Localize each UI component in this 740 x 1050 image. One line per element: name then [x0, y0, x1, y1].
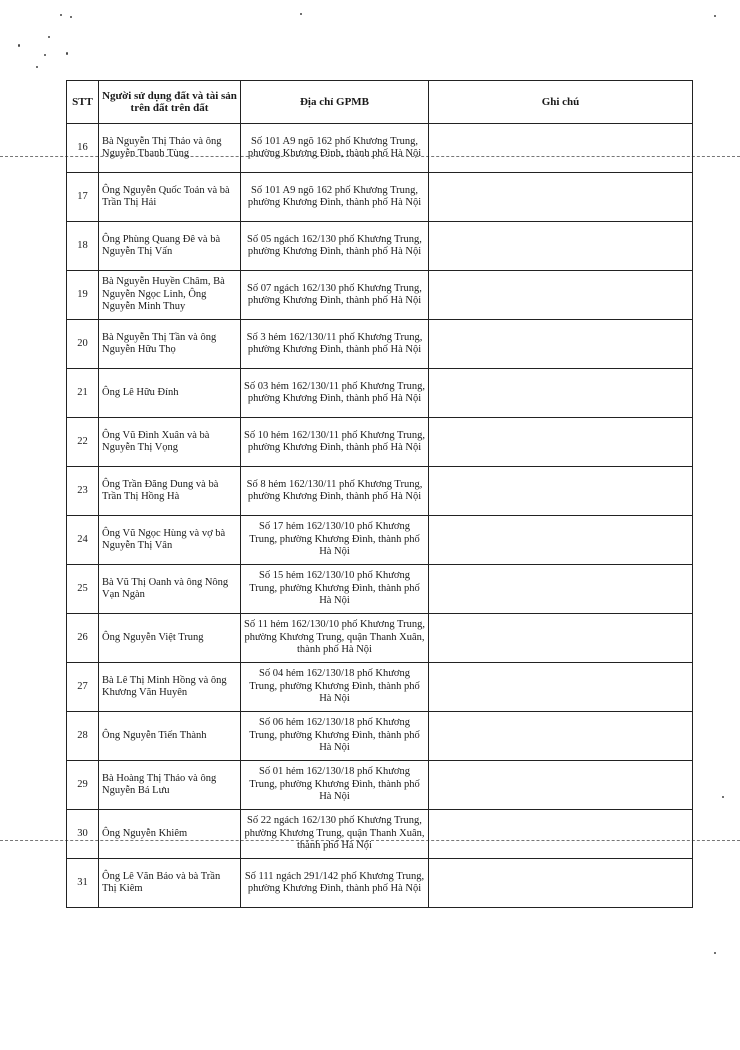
table-row [67, 810, 693, 859]
cell-note [429, 565, 693, 614]
cell-address: Số 3 hẻm 162/130/11 phố Khương Trung, phường Khương Đình, thành phố Hà Nội [241, 320, 429, 369]
cell-owner: Bà Nguyễn Thị Tần và ông Nguyễn Hữu Thọ [99, 320, 241, 369]
cell-owner: Bà Nguyễn Huyền Châm, Bà Nguyễn Ngọc Linh, Ông Nguyễn Minh Thuy [99, 271, 241, 320]
land-owner-table [66, 80, 693, 908]
cell-stt: 28 [67, 712, 99, 761]
table-row [67, 173, 693, 222]
table-row [67, 124, 693, 173]
cell-stt: 18 [67, 222, 99, 271]
scan-speck [44, 54, 46, 56]
cell-owner: Ông Trần Đăng Dung và bà Trần Thị Hồng Hà [99, 467, 241, 516]
cell-address: Số 101 A9 ngõ 162 phố Khương Trung, phường Khương Đình, thành phố Hà Nội [241, 124, 429, 173]
table-row [67, 271, 693, 320]
cell-address: Số 07 ngách 162/130 phố Khương Trung, phường Khương Đình, thành phố Hà Nội [241, 271, 429, 320]
scan-speck [48, 36, 50, 38]
cell-note [429, 761, 693, 810]
table-row [67, 761, 693, 810]
cell-note [429, 516, 693, 565]
cell-note [429, 467, 693, 516]
cell-address: Số 8 hẻm 162/130/11 phố Khương Trung, phường Khương Đình, thành phố Hà Nội [241, 467, 429, 516]
cell-note [429, 614, 693, 663]
cell-stt: 30 [67, 810, 99, 859]
cell-stt: 24 [67, 516, 99, 565]
scan-speck [722, 796, 724, 798]
cell-stt: 25 [67, 565, 99, 614]
cell-owner: Ông Nguyễn Quốc Toản và bà Trần Thị Hải [99, 173, 241, 222]
cell-address: Số 06 hẻm 162/130/18 phố Khương Trung, phường Khương Đình, thành phố Hà Nội [241, 712, 429, 761]
header-address: Địa chỉ GPMB [241, 81, 429, 124]
cell-stt: 23 [67, 467, 99, 516]
scan-speck [714, 952, 716, 954]
cell-address: Số 01 hẻm 162/130/18 phố Khương Trung, phường Khương Đình, thành phố Hà Nội [241, 761, 429, 810]
cell-address: Số 05 ngách 162/130 phố Khương Trung, phường Khương Đình, thành phố Hà Nội [241, 222, 429, 271]
table-header-row [67, 81, 693, 124]
table-row [67, 516, 693, 565]
cell-stt: 31 [67, 859, 99, 908]
cell-address: Số 04 hẻm 162/130/18 phố Khương Trung, phường Khương Đình, thành phố Hà Nội [241, 663, 429, 712]
cell-note [429, 173, 693, 222]
cell-address: Số 111 ngách 291/142 phố Khương Trung, phường Khương Đình, thành phố Hà Nội [241, 859, 429, 908]
cell-owner: Ông Lê Văn Bảo và bà Trần Thị Kiêm [99, 859, 241, 908]
scan-speck [70, 16, 72, 18]
cell-owner: Bà Lê Thị Minh Hồng và ông Khương Văn Huyên [99, 663, 241, 712]
table-row [67, 222, 693, 271]
cell-stt: 19 [67, 271, 99, 320]
scan-speck [60, 14, 62, 16]
cell-owner: Ông Vũ Ngọc Hùng và vợ bà Nguyễn Thị Vân [99, 516, 241, 565]
cell-owner: Ông Phùng Quang Đê và bà Nguyễn Thị Vấn [99, 222, 241, 271]
table-row [67, 418, 693, 467]
cell-stt: 20 [67, 320, 99, 369]
cell-stt: 27 [67, 663, 99, 712]
cell-owner: Ông Nguyễn Khiêm [99, 810, 241, 859]
scan-speck [714, 15, 716, 17]
cell-note [429, 124, 693, 173]
cell-note [429, 859, 693, 908]
table-row [67, 663, 693, 712]
cell-address: Số 22 ngách 162/130 phố Khương Trung, phường Khương Trung, quận Thanh Xuân, thành phố Hà Nội [241, 810, 429, 859]
scan-speck [18, 44, 20, 47]
table-row [67, 614, 693, 663]
cell-address: Số 17 hẻm 162/130/10 phố Khương Trung, phường Khương Đình, thành phố Hà Nội [241, 516, 429, 565]
cell-address: Số 15 hẻm 162/130/10 phố Khương Trung, phường Khương Đình, thành phố Hà Nội [241, 565, 429, 614]
cell-stt: 16 [67, 124, 99, 173]
cell-note [429, 222, 693, 271]
cell-note [429, 320, 693, 369]
cell-stt: 29 [67, 761, 99, 810]
header-owner: Người sử dụng đất và tài sản trên đất trên đất [99, 81, 241, 124]
cell-owner: Ông Vũ Đình Xuân và bà Nguyễn Thị Vọng [99, 418, 241, 467]
cell-owner: Ông Nguyễn Tiến Thành [99, 712, 241, 761]
cell-address: Số 10 hẻm 162/130/11 phố Khương Trung, phường Khương Đình, thành phố Hà Nội [241, 418, 429, 467]
table-row [67, 369, 693, 418]
scan-speck [36, 66, 38, 68]
cell-owner: Ông Lê Hữu Đính [99, 369, 241, 418]
cell-address: Số 03 hẻm 162/130/11 phố Khương Trung, phường Khương Đình, thành phố Hà Nội [241, 369, 429, 418]
table-row [67, 565, 693, 614]
cell-stt: 22 [67, 418, 99, 467]
table-row [67, 467, 693, 516]
cell-note [429, 663, 693, 712]
table-row [67, 859, 693, 908]
cell-note [429, 810, 693, 859]
scan-speck [300, 13, 302, 15]
cell-address: Số 11 hẻm 162/130/10 phố Khương Trung, phường Khương Trung, quận Thanh Xuân, thành phố Hà Nội [241, 614, 429, 663]
cell-owner: Ông Nguyễn Việt Trung [99, 614, 241, 663]
cell-stt: 26 [67, 614, 99, 663]
cell-note [429, 271, 693, 320]
cell-stt: 21 [67, 369, 99, 418]
scan-speck [66, 52, 68, 55]
cell-address: Số 101 A9 ngõ 162 phố Khương Trung, phường Khương Đình, thành phố Hà Nội [241, 173, 429, 222]
cell-owner: Bà Vũ Thị Oanh và ông Nông Vạn Ngàn [99, 565, 241, 614]
cell-note [429, 418, 693, 467]
cell-note [429, 712, 693, 761]
cell-stt: 17 [67, 173, 99, 222]
header-note: Ghi chú [429, 81, 693, 124]
table-row [67, 712, 693, 761]
cell-note [429, 369, 693, 418]
cell-owner: Bà Hoàng Thị Thảo và ông Nguyễn Bá Lưu [99, 761, 241, 810]
cell-owner: Bà Nguyễn Thị Thảo và ông Nguyễn Thanh Tùng [99, 124, 241, 173]
header-stt: STT [67, 81, 99, 124]
table-row [67, 320, 693, 369]
